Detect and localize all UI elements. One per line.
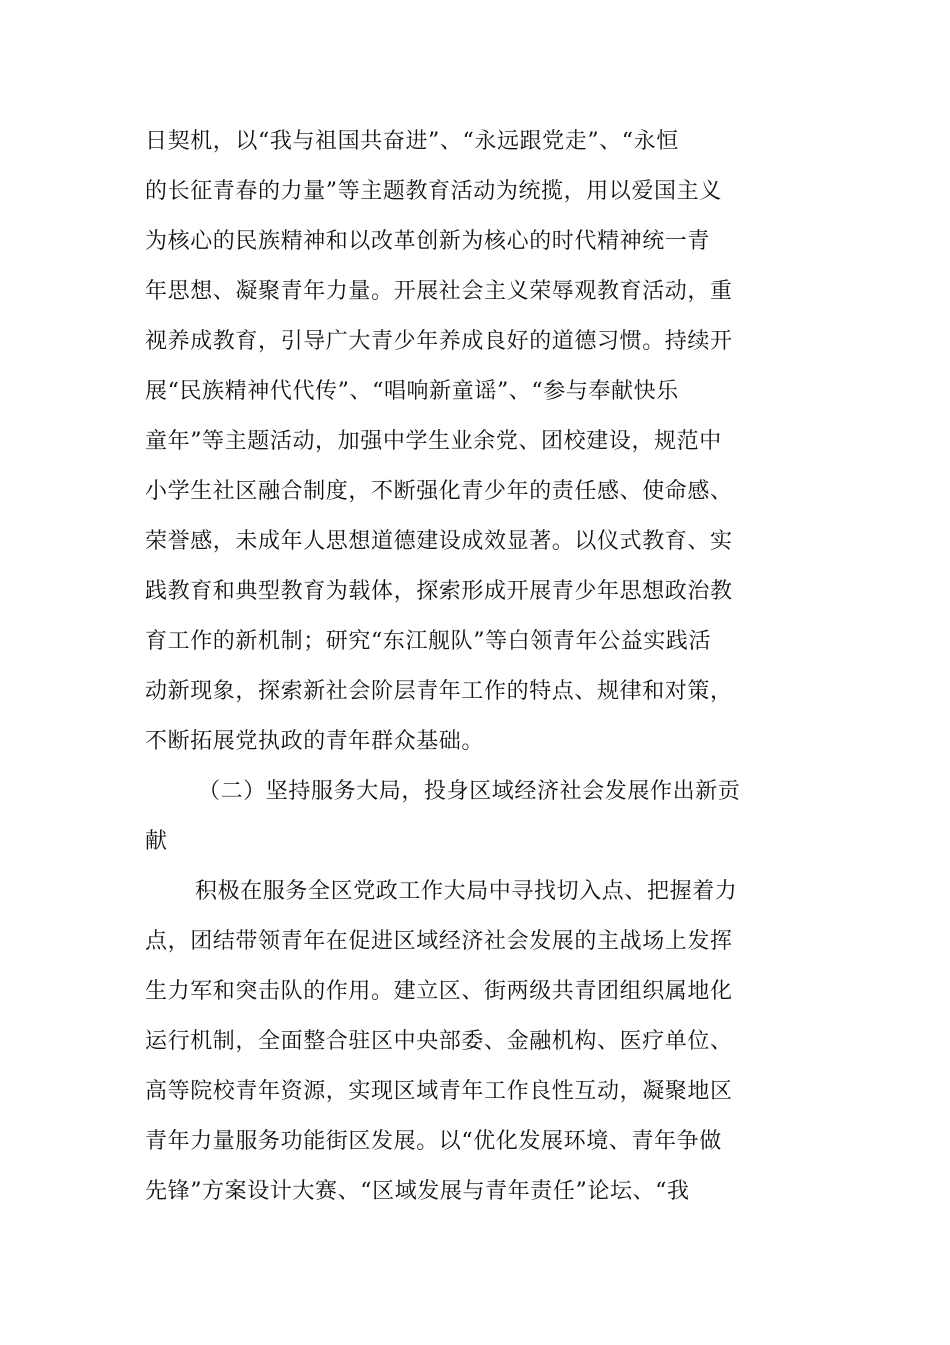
text-line: 视养成教育，引导广大青少年养成良好的道德习惯。持续开 [145,329,733,354]
text-line: 运行机制，全面整合驻区中央部委、金融机构、医疗单位、 [145,1029,733,1054]
text-line: 动新现象，探索新社会阶层青年工作的特点、规律和对策， [145,679,733,704]
text-line: 不断拓展党执政的青年群众基础。 [145,729,485,754]
text-line: 生力军和突击队的作用。建立区、街两级共青团组织属地化 [145,979,733,1004]
text-line: 小学生社区融合制度，不断强化青少年的责任感、使命感、 [145,479,733,504]
text-line: 为核心的民族精神和以改革创新为核心的时代精神统一青 [145,229,711,254]
text-line: 践教育和典型教育为载体，探索形成开展青少年思想政治教 [145,579,733,604]
text-line: 青年力量服务功能街区发展。以“优化发展环境、青年争做 [145,1129,722,1154]
text-line: 日契机，以“我与祖国共奋进”、“永远跟党走”、“永恒 [145,129,679,154]
section-heading-continued: 献 [145,829,168,854]
text-line: 年思想、凝聚青年力量。开展社会主义荣辱观教育活动，重 [145,279,733,304]
section-heading: （二）坚持服务大局，投身区域经济社会发展作出新贡 [198,779,741,804]
text-line: 点，团结带领青年在促进区域经济社会发展的主战场上发挥 [145,929,733,954]
text-line: 童年”等主题活动，加强中学生业余党、团校建设，规范中 [145,429,722,454]
text-line: 育工作的新机制；研究“东江舰队”等白领青年公益实践活 [145,629,712,654]
text-line: 积极在服务全区党政工作大局中寻找切入点、把握着力 [195,879,738,904]
text-line: 荣誉感，未成年人思想道德建设成效显著。以仪式教育、实 [145,529,733,554]
text-line: 展“民族精神代代传”、“唱响新童谣”、“参与奉献快乐 [145,379,679,404]
text-line: 先锋”方案设计大赛、“区域发展与青年责任”论坛、“我 [145,1179,690,1204]
text-line: 的长征青春的力量”等主题教育活动为统揽，用以爱国主义 [145,179,722,204]
text-line: 高等院校青年资源，实现区域青年工作良性互动，凝聚地区 [145,1079,733,1104]
